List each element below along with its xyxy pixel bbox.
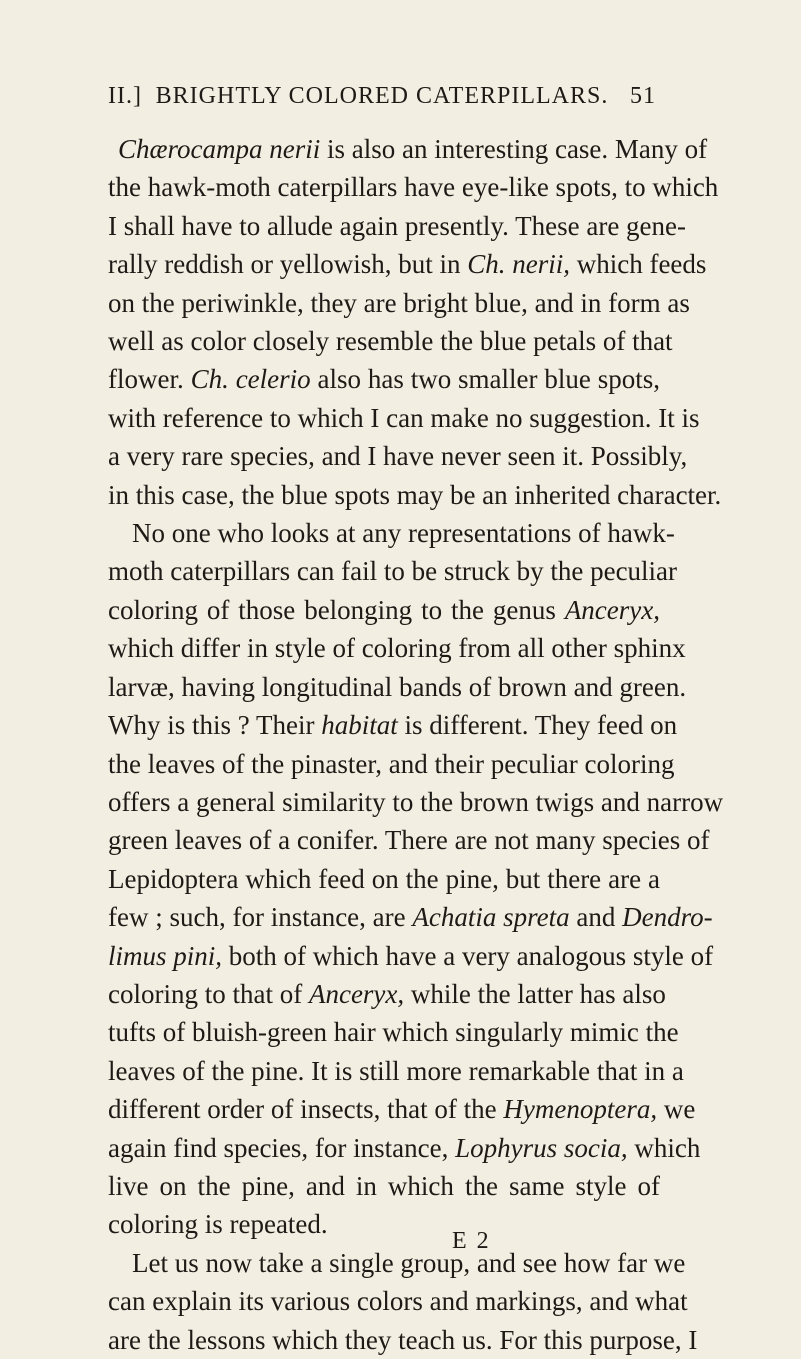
- italic-term: Ancerуx,: [308, 978, 405, 1009]
- text-line: [108, 937, 714, 975]
- text-line: [108, 706, 678, 744]
- text-line: [108, 1244, 686, 1282]
- text-run: and: [569, 902, 623, 933]
- text-line: [108, 1205, 660, 1243]
- text-run: in this case, the blue spots may be an inherited character.: [108, 479, 722, 510]
- text-run: rally reddish or yellowish, but in: [108, 249, 468, 280]
- chapter-number: II.]: [108, 83, 142, 109]
- running-head: [108, 83, 656, 123]
- text-run: live on the pine, and in which the same style of: [108, 1170, 660, 1201]
- italic-term: habitat: [321, 710, 398, 741]
- text-run: with reference to which I can make no suggestion. It is: [108, 402, 700, 433]
- text-run: also has two smaller blue spots,: [310, 364, 660, 395]
- text-line: [108, 437, 688, 475]
- text-line: [108, 1052, 684, 1090]
- text-run: Let us now take a single group, and see how far we: [132, 1247, 686, 1278]
- text-line: [108, 1321, 698, 1359]
- body-text: [108, 130, 724, 1359]
- text-run: which: [627, 1132, 701, 1163]
- text-line: [108, 130, 708, 168]
- italic-term: limus pini,: [108, 940, 223, 971]
- text-line: [108, 360, 660, 398]
- italic-term: Dendro-: [622, 902, 713, 933]
- text-line: [108, 745, 675, 783]
- text-line: [108, 1129, 701, 1167]
- italic-term: Ch. celerio: [190, 364, 311, 395]
- text-run: both of which have a very analogous style of: [222, 940, 714, 971]
- running-title: BRIGHTLY COLORED CATERPILLARS.: [155, 83, 609, 109]
- text-line: [108, 783, 724, 821]
- text-line: [108, 591, 660, 629]
- text-line: [108, 821, 710, 859]
- text-run: on the periwinkle, they are bright blue, and in form as: [108, 287, 690, 318]
- italic-term: Ch. nerii,: [467, 249, 570, 280]
- text-run: while the latter has also: [404, 978, 666, 1009]
- signature-mark: E 2: [452, 1228, 491, 1254]
- text-line: [108, 860, 660, 898]
- italic-term: Ancerуx,: [564, 594, 660, 625]
- italic-term: Achatia spreta: [412, 902, 570, 933]
- text-run: is different. They feed on: [397, 710, 678, 741]
- text-line: [108, 552, 678, 590]
- text-run: again find species, for instance,: [108, 1132, 456, 1163]
- text-line: [108, 668, 687, 706]
- text-run: offers a general similarity to the brown twigs and narrow: [108, 786, 724, 817]
- text-run: green leaves of a conifer. There are not many species of: [108, 825, 710, 856]
- text-line: [108, 399, 700, 437]
- italic-term: Chærocampa nerii: [118, 134, 321, 164]
- text-run: is also an interesting case. Many of: [320, 134, 708, 164]
- text-run: moth caterpillars can fail to be struck by the peculiar: [108, 556, 678, 587]
- text-run: which feeds: [569, 249, 707, 280]
- text-run: a very rare species, and I have never seen it. Possibly,: [108, 441, 688, 472]
- text-line: [108, 1282, 688, 1320]
- text-run: I shall have to allude again presently. These are gene-: [108, 210, 687, 241]
- text-run: Lepidoptera which feed on the pine, but there are a: [108, 863, 660, 894]
- text-line: [108, 476, 722, 514]
- text-run: tufts of bluish-green hair which singularly mimic the: [108, 1017, 679, 1048]
- text-line: [108, 322, 673, 360]
- text-run: the hawk-moth caterpillars have eye-like spots, to which: [108, 172, 719, 203]
- text-run: few ; such, for instance, are: [108, 902, 413, 933]
- text-line: [108, 1167, 660, 1205]
- text-run: we: [657, 1094, 696, 1125]
- text-line: [108, 207, 687, 245]
- text-run: well as color closely resemble the blue petals of that: [108, 326, 673, 357]
- text-run: coloring of those belonging to the genus: [108, 594, 565, 625]
- text-line: [108, 1013, 679, 1051]
- text-line: [108, 514, 675, 552]
- italic-term: Lophyrus socia,: [455, 1132, 628, 1163]
- text-run: No one who looks at any representations of hawk-: [132, 518, 675, 549]
- italic-term: Hymenoptera,: [503, 1094, 658, 1125]
- text-line: [108, 168, 719, 206]
- text-run: can explain its various colors and markings, and what: [108, 1286, 688, 1317]
- text-run: coloring to that of: [108, 978, 309, 1009]
- text-line: [108, 629, 686, 667]
- text-run: leaves of the pine. It is still more remarkable that in a: [108, 1055, 684, 1086]
- text-line: [108, 284, 690, 322]
- text-run: different order of insects, that of the: [108, 1094, 504, 1125]
- text-run: the leaves of the pinaster, and their peculiar coloring: [108, 748, 675, 779]
- text-run: coloring is repeated.: [108, 1209, 328, 1240]
- text-run: larvæ, having longitudinal bands of brown and green.: [108, 671, 687, 702]
- text-run: flower.: [108, 364, 191, 395]
- text-run: are the lessons which they teach us. For this purpose, I: [108, 1324, 698, 1355]
- text-line: [108, 245, 707, 283]
- text-run: which differ in style of coloring from all other sphinx: [108, 633, 686, 664]
- text-run: Why is this ? Their: [108, 710, 322, 741]
- text-line: [108, 1090, 696, 1128]
- page-number: 51: [630, 83, 656, 109]
- text-line: [108, 898, 713, 936]
- text-line: [108, 975, 666, 1013]
